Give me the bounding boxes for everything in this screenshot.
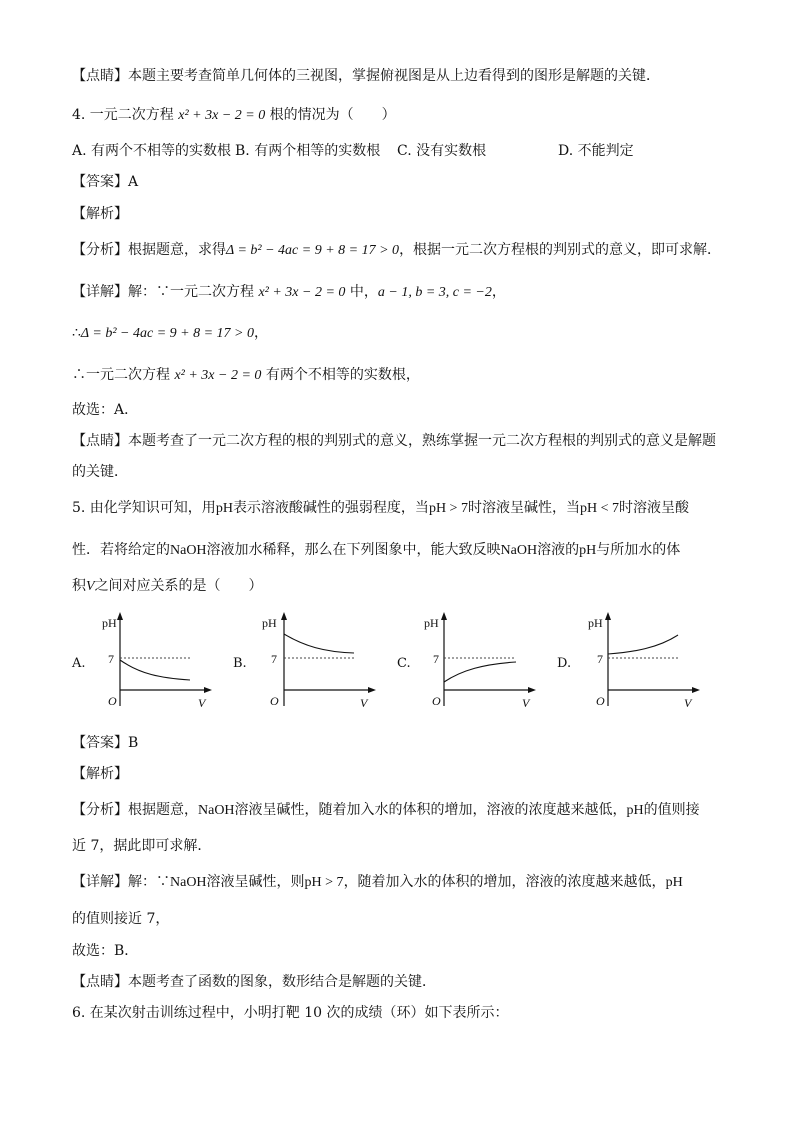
graph-a-origin: O: [108, 694, 117, 708]
graph-c-letter: C.: [397, 656, 411, 671]
graph-c-curve: [444, 662, 516, 682]
graph-b: [260, 610, 380, 710]
graph-d-seven: 7: [597, 652, 603, 666]
q4-dianjing-line1: 【点睛】本题考查了一元二次方程的根的判别式的意义，熟练掌握一元二次方程根的判别式的意义是解题: [72, 433, 716, 449]
graph-a-letter: A.: [72, 656, 86, 671]
graph-d-letter: D.: [557, 656, 572, 671]
graph-d-curve: [608, 635, 678, 654]
q4-option-d: D. 不能判定: [558, 143, 634, 159]
dianjing-q3: 【点睛】本题主要考查简单几何体的三视图，掌握俯视图是从上边看得到的图形是解题的关键．: [72, 68, 660, 84]
q4-option-a: A. 有两个不相等的实数根: [72, 143, 232, 159]
graph-a-y-arrow: [117, 612, 123, 620]
q5-fenxi-line2: 近 7，据此即可求解．: [72, 838, 212, 854]
q4-therefore-2: ∴一元二次方程 x² + 3x − 2 = 0 有两个不相等的实数根，: [72, 367, 420, 383]
q4-guxuan: 故选：A．: [72, 402, 139, 418]
graph-b-letter: B.: [233, 656, 247, 671]
graph-a-xlabel: V: [198, 696, 206, 710]
q5-dianjing: 【点睛】本题考查了函数的图象，数形结合是解题的关键．: [72, 974, 436, 990]
graph-c-ylabel: pH: [424, 616, 439, 630]
graph-b-seven: 7: [271, 652, 277, 666]
question-6-stem: 6. 在某次射击训练过程中，小明打靶 10 次的成绩（环）如下表所示：: [72, 1005, 509, 1021]
q4-answer: 【答案】A: [72, 174, 139, 190]
graph-c-y-arrow: [441, 612, 447, 620]
graph-c-xlabel: V: [522, 696, 530, 710]
graph-c-x-arrow: [528, 687, 536, 693]
q5-xiangjie-line2: 的值则接近 7，: [72, 911, 170, 927]
question-5-line3: 积V之间对应关系的是（ ）: [72, 578, 263, 594]
graph-d-xlabel: V: [684, 696, 692, 710]
question-5-line1: 5. 由化学知识可知，用pH表示溶液酸碱性的强弱程度，当pH > 7时溶液呈碱性，当pH < 7时溶液呈酸: [72, 500, 689, 516]
graph-c-origin: O: [432, 694, 441, 708]
question-4-stem: 4. 一元二次方程 x² + 3x − 2 = 0 根的情况为（ ）: [72, 107, 396, 123]
q5-xiangjie-line1: 【详解】解：∵NaOH溶液呈碱性，则pH > 7，随着加入水的体积的增加，溶液的浓度越来越低，pH: [72, 874, 683, 890]
graph-d-x-arrow: [692, 687, 700, 693]
q4-xiangjie: 【详解】解：∵一元二次方程 x² + 3x − 2 = 0 中，a − 1, b = 3, c = −2，: [72, 284, 506, 300]
graph-a-ylabel: pH: [102, 616, 117, 630]
q5-answer: 【答案】B: [72, 735, 139, 751]
graph-d: [584, 610, 704, 710]
q4-option-c: C. 没有实数根: [397, 143, 487, 159]
q4-dianjing-line2: 的关键．: [72, 464, 128, 480]
graph-b-ylabel: pH: [262, 616, 277, 630]
graph-c: [420, 610, 540, 710]
graph-d-origin: O: [596, 694, 605, 708]
question-5-line2: 性．若将给定的NaOH溶液加水稀释，那么在下列图象中，能大致反映NaOH溶液的pH与所加水的体: [72, 542, 681, 558]
graph-a: [96, 610, 216, 710]
q4-jiexi: 【解析】: [72, 206, 128, 222]
graph-a-seven: 7: [108, 652, 114, 666]
graph-b-x-arrow: [368, 687, 376, 693]
graph-a-x-arrow: [204, 687, 212, 693]
graph-a-curve: [120, 660, 190, 680]
graph-b-origin: O: [270, 694, 279, 708]
graph-d-y-arrow: [605, 612, 611, 620]
q4-therefore-1: ∴Δ = b² − 4ac = 9 + 8 = 17 > 0，: [72, 325, 268, 341]
graph-b-xlabel: V: [360, 696, 368, 710]
graph-b-curve: [284, 634, 354, 653]
q4-fenxi: 【分析】根据题意，求得Δ = b² − 4ac = 9 + 8 = 17 > 0，根据一元二次方程根的判别式的意义，即可求解．: [72, 242, 722, 258]
q5-jiexi: 【解析】: [72, 766, 128, 782]
q5-fenxi-line1: 【分析】根据题意，NaOH溶液呈碱性，随着加入水的体积的增加，溶液的浓度越来越低，pH的值则接: [72, 802, 700, 818]
q5-guxuan: 故选：B．: [72, 943, 139, 959]
q4-option-b: B. 有两个相等的实数根: [235, 143, 381, 159]
graph-c-seven: 7: [433, 652, 439, 666]
graph-d-ylabel: pH: [588, 616, 603, 630]
graph-b-y-arrow: [281, 612, 287, 620]
